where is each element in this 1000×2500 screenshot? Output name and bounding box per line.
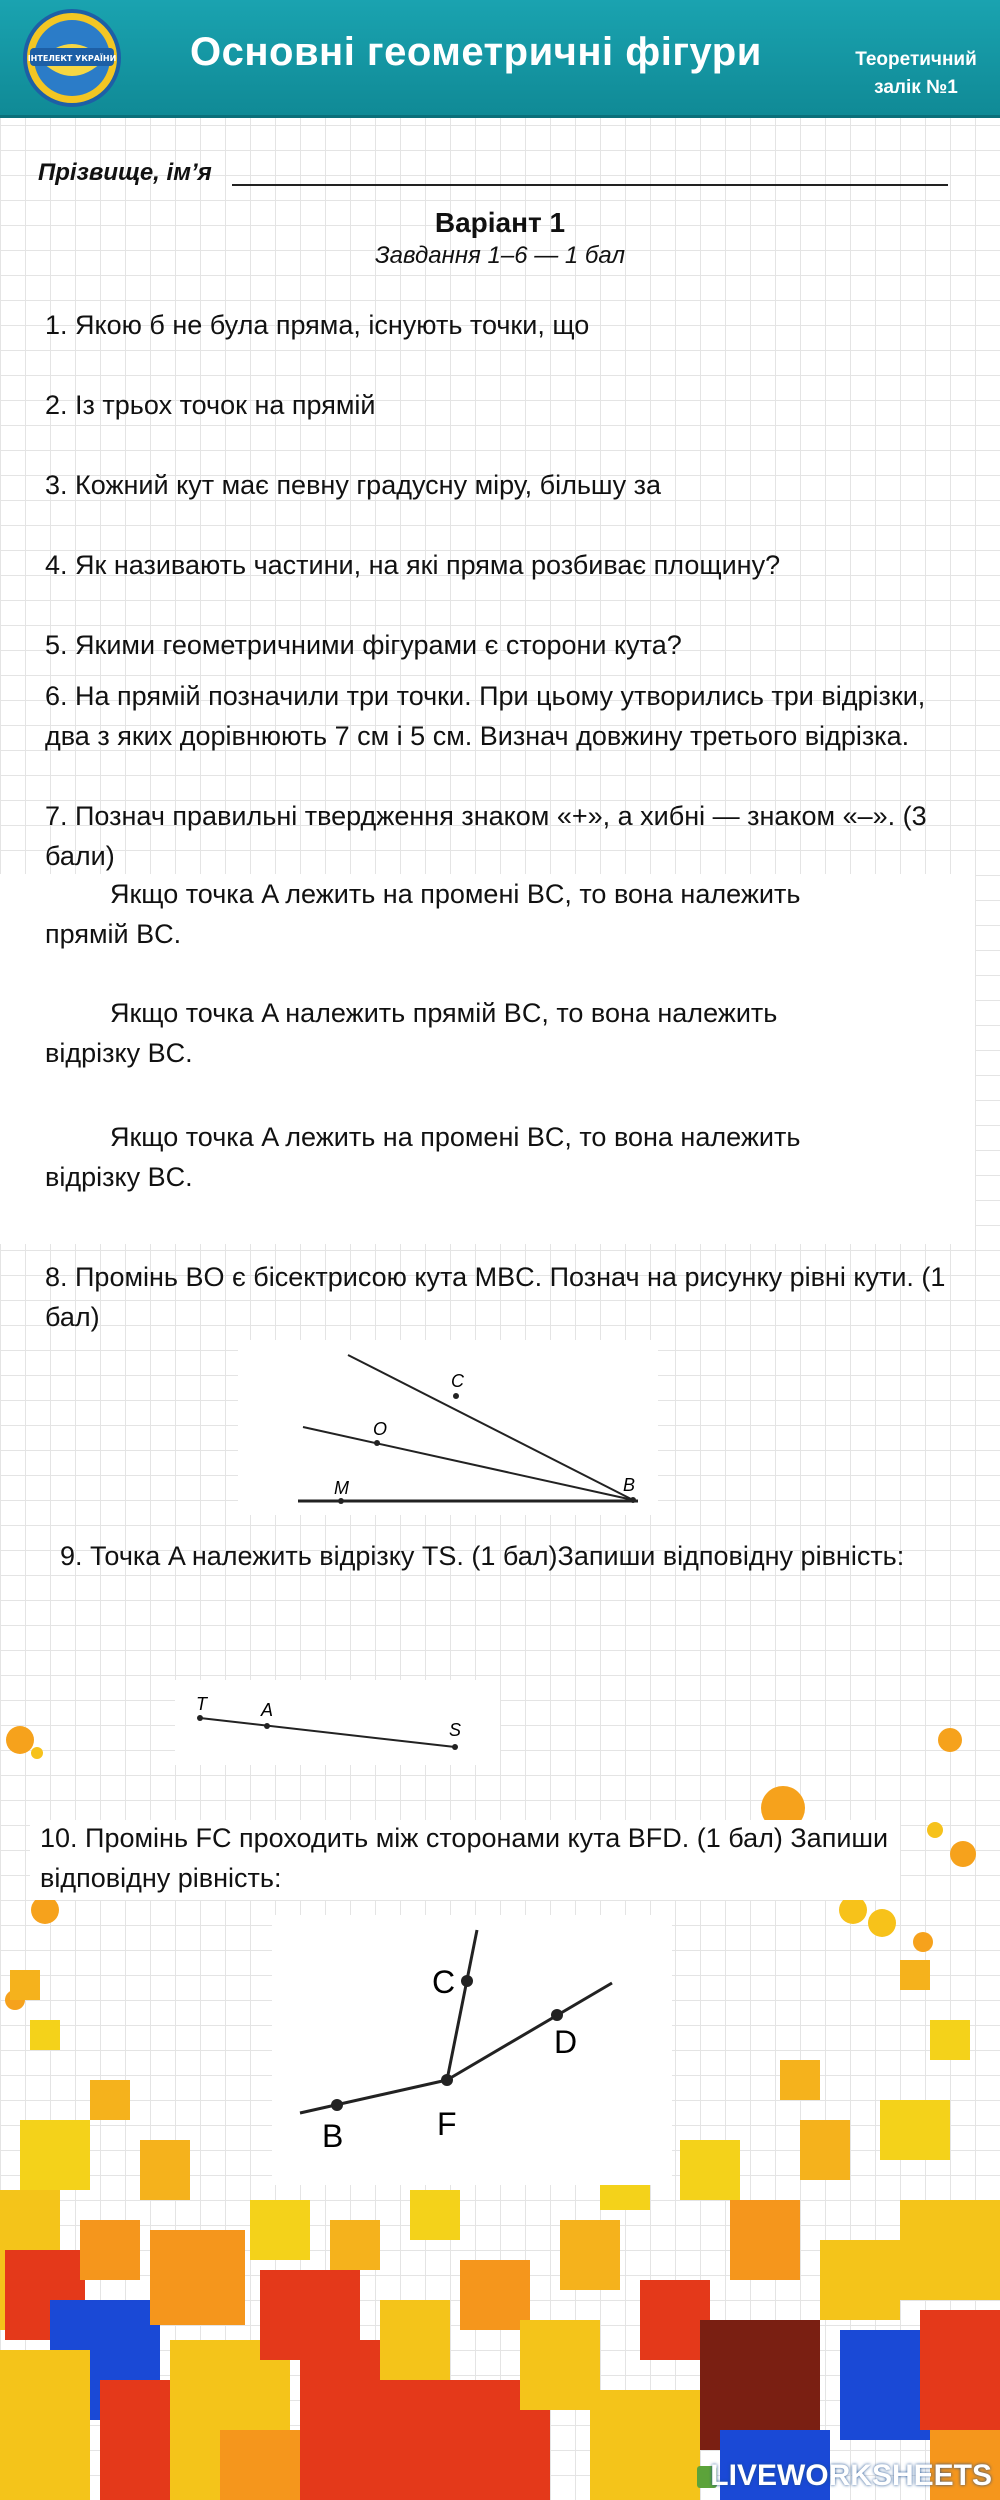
question-7: 7. Познач правильні твердження знаком «+», а хибні — знаком «–». (3 бали)	[45, 801, 927, 871]
figure-angle-bfd	[272, 1915, 672, 2185]
statement-3-line1: Якщо точка A лежить на промені BC, то вона належить	[110, 1122, 801, 1152]
header-subtitle-line1: Теоретичний	[855, 49, 977, 70]
label-b: B	[322, 2118, 344, 2154]
question-8: 8. Промінь BO є бісектрисою кута MBC. Познач на рисунку рівні кути. (1 бал)	[45, 1262, 946, 1332]
header-banner	[0, 0, 1000, 118]
watermark: LIVEWORKSHEETS	[710, 2459, 992, 2492]
statement-3-line2: відрізку BC.	[45, 1162, 193, 1192]
label-c: C	[451, 1371, 464, 1391]
page-title: Основні геометричні фігури	[190, 30, 762, 74]
question-3: 3. Кожний кут має певну градусну міру, більшу за	[45, 470, 661, 500]
variant-title: Варіант 1	[434, 207, 566, 238]
statement-1-line2: прямій BC.	[45, 919, 182, 949]
label-m: M	[334, 1478, 349, 1498]
logo-icon	[22, 8, 122, 108]
question-2: 2. Із трьох точок на прямій	[45, 390, 376, 420]
figure-segment-ts	[175, 1680, 500, 1765]
header-subtitle	[846, 46, 986, 102]
label-b: B	[623, 1475, 636, 1495]
question-5: 5. Якими геометричними фігурами є сторони кута?	[45, 630, 682, 660]
question-1: 1. Якою б не була пряма, існують точки, що	[45, 310, 590, 340]
question-4: 4. Як називають частини, на які пряма розбиває площину?	[45, 550, 781, 580]
label-t: T	[196, 1694, 207, 1714]
statement-2-line1: Якщо точка A належить прямій BC, то вона належить	[110, 998, 778, 1028]
label-o: O	[373, 1419, 388, 1439]
question-9: 9. Точка A належить відрізку TS. (1 бал)Запиши відповідну рівність:	[60, 1541, 905, 1571]
question-10: 10. Промінь FC проходить між сторонами кута BFD. (1 бал) Запиши відповідну рівність:	[40, 1823, 889, 1893]
header-subtitle-line2: залік №1	[874, 77, 958, 98]
svg-text:ІНТЕЛЕКТ УКРАЇНИ: ІНТЕЛЕКТ УКРАЇНИ	[27, 54, 117, 63]
label-a: A	[261, 1700, 274, 1720]
statement-1-line1: Якщо точка A лежить на промені BC, то вона належить	[110, 879, 801, 909]
name-label: Прізвище, ім’я	[38, 159, 212, 186]
name-input-line[interactable]	[232, 184, 948, 186]
question-6: 6. На прямій позначили три точки. При цьому утворились три відрізки, два з яких дорівнюють 7 см і 5 см. Визнач довжину третього відрізка.	[45, 681, 926, 751]
points-note: Завдання 1–6 — 1 бал	[374, 242, 626, 269]
label-f: F	[437, 2106, 457, 2142]
label-c: C	[432, 1964, 456, 2000]
label-d: D	[554, 2024, 578, 2060]
figure-angle-mbc	[238, 1340, 658, 1515]
statement-2-line2: відрізку BC.	[45, 1038, 193, 1068]
label-s: S	[449, 1720, 462, 1740]
